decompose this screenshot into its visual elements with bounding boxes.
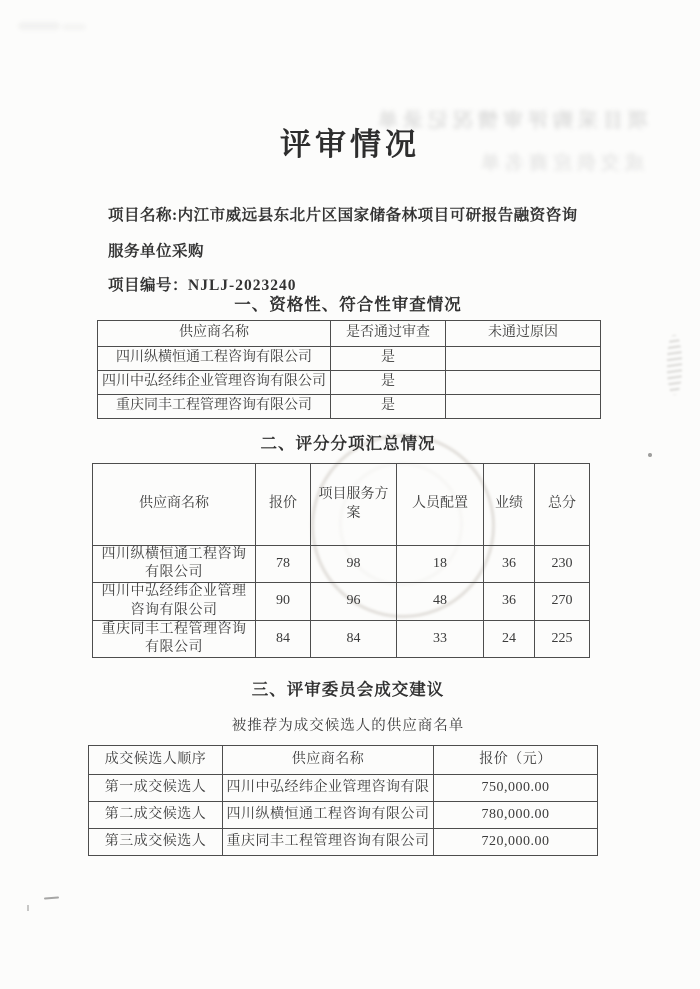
table-cell: 270	[535, 583, 590, 620]
score-summary-table	[92, 463, 590, 658]
table-cell	[446, 347, 601, 371]
table-cell: 四川纵横恒通工程咨询有限公司	[93, 546, 256, 583]
table-row	[89, 775, 598, 802]
table-cell: 第一成交候选人	[89, 775, 223, 802]
table-cell: 是	[331, 371, 446, 395]
table-cell: 720,000.00	[434, 829, 598, 856]
column-header: 成交候选人顺序	[89, 746, 223, 775]
table-cell: 第二成交候选人	[89, 802, 223, 829]
scan-speck	[27, 905, 29, 911]
award-candidates-table	[88, 745, 598, 856]
table-cell: 第三成交候选人	[89, 829, 223, 856]
table-row	[89, 802, 598, 829]
table-row	[98, 371, 601, 395]
column-header: 业绩	[484, 464, 535, 546]
bleedthrough-text: 成交供应商名单	[475, 153, 644, 174]
table-cell: 230	[535, 546, 590, 583]
project-number-label: 项目编号：	[108, 276, 189, 294]
table-row	[93, 620, 590, 657]
table-cell: 84	[256, 620, 311, 657]
table-cell: 四川中弘经纬企业管理咨询有限	[223, 775, 434, 802]
column-header: 是否通过审查	[331, 321, 446, 347]
scan-smudge	[62, 24, 86, 30]
table-cell: 四川纵横恒通工程咨询有限公司	[223, 802, 434, 829]
table-cell	[446, 395, 601, 419]
table-cell: 90	[256, 583, 311, 620]
table-cell: 四川中弘经纬企业管理咨询有限公司	[98, 371, 331, 395]
project-number-value: NJLJ-2023240	[188, 276, 297, 294]
table-cell: 78	[256, 546, 311, 583]
table-cell: 225	[535, 620, 590, 657]
scan-speck	[648, 453, 652, 457]
column-header: 人员配置	[397, 464, 484, 546]
table-cell: 重庆同丰工程管理咨询有限公司	[93, 620, 256, 657]
project-name-line2: 服务单位采购	[108, 242, 205, 260]
table-cell: 四川纵横恒通工程咨询有限公司	[98, 347, 331, 371]
table-row	[98, 395, 601, 419]
scan-smudge	[667, 335, 682, 395]
table-cell: 36	[484, 583, 535, 620]
column-header: 报价（元）	[434, 746, 598, 775]
table-cell: 98	[311, 546, 397, 583]
section3-heading: 三、评审委员会成交建议	[251, 680, 445, 699]
document-title: 评审情况	[280, 127, 420, 162]
bleedthrough-text: 项目采购评审情况记录单	[373, 110, 648, 132]
table-cell: 33	[397, 620, 484, 657]
table-header-row	[89, 746, 598, 775]
table-cell: 重庆同丰工程管理咨询有限公司	[223, 829, 434, 856]
table-cell: 48	[397, 583, 484, 620]
table-row	[93, 546, 590, 583]
table-row	[89, 829, 598, 856]
table-row	[93, 583, 590, 620]
table-cell: 是	[331, 347, 446, 371]
column-header: 报价	[256, 464, 311, 546]
table-row	[98, 347, 601, 371]
column-header: 项目服务方案	[311, 464, 397, 546]
table-cell: 84	[311, 620, 397, 657]
project-name-label: 项目名称:	[108, 206, 178, 224]
column-header: 总分	[535, 464, 590, 546]
table-cell: 36	[484, 546, 535, 583]
scan-mark	[44, 896, 59, 899]
table-cell: 重庆同丰工程管理咨询有限公司	[98, 395, 331, 419]
project-name-line1	[108, 203, 628, 225]
column-header: 未通过原因	[446, 321, 601, 347]
project-name-value: 内江市威远县东北片区国家储备林项目可研报告融资咨询	[177, 206, 578, 224]
column-header: 供应商名称	[98, 321, 331, 347]
table-header-row	[98, 321, 601, 347]
table-cell: 24	[484, 620, 535, 657]
column-header: 供应商名称	[93, 464, 256, 546]
table-cell: 96	[311, 583, 397, 620]
scan-smudge	[18, 22, 60, 30]
table-cell: 四川中弘经纬企业管理咨询有限公司	[93, 583, 256, 620]
table-cell: 780,000.00	[434, 802, 598, 829]
section2-heading: 二、评分分项汇总情况	[260, 434, 436, 453]
table-cell: 750,000.00	[434, 775, 598, 802]
table-cell	[446, 371, 601, 395]
section1-heading: 一、资格性、符合性审查情况	[234, 295, 462, 314]
table-header-row	[93, 464, 590, 546]
section3-subtitle: 被推荐为成交候选人的供应商名单	[231, 718, 465, 734]
table-cell: 18	[397, 546, 484, 583]
column-header: 供应商名称	[223, 746, 434, 775]
qualification-review-table	[97, 320, 601, 419]
table-cell: 是	[331, 395, 446, 419]
